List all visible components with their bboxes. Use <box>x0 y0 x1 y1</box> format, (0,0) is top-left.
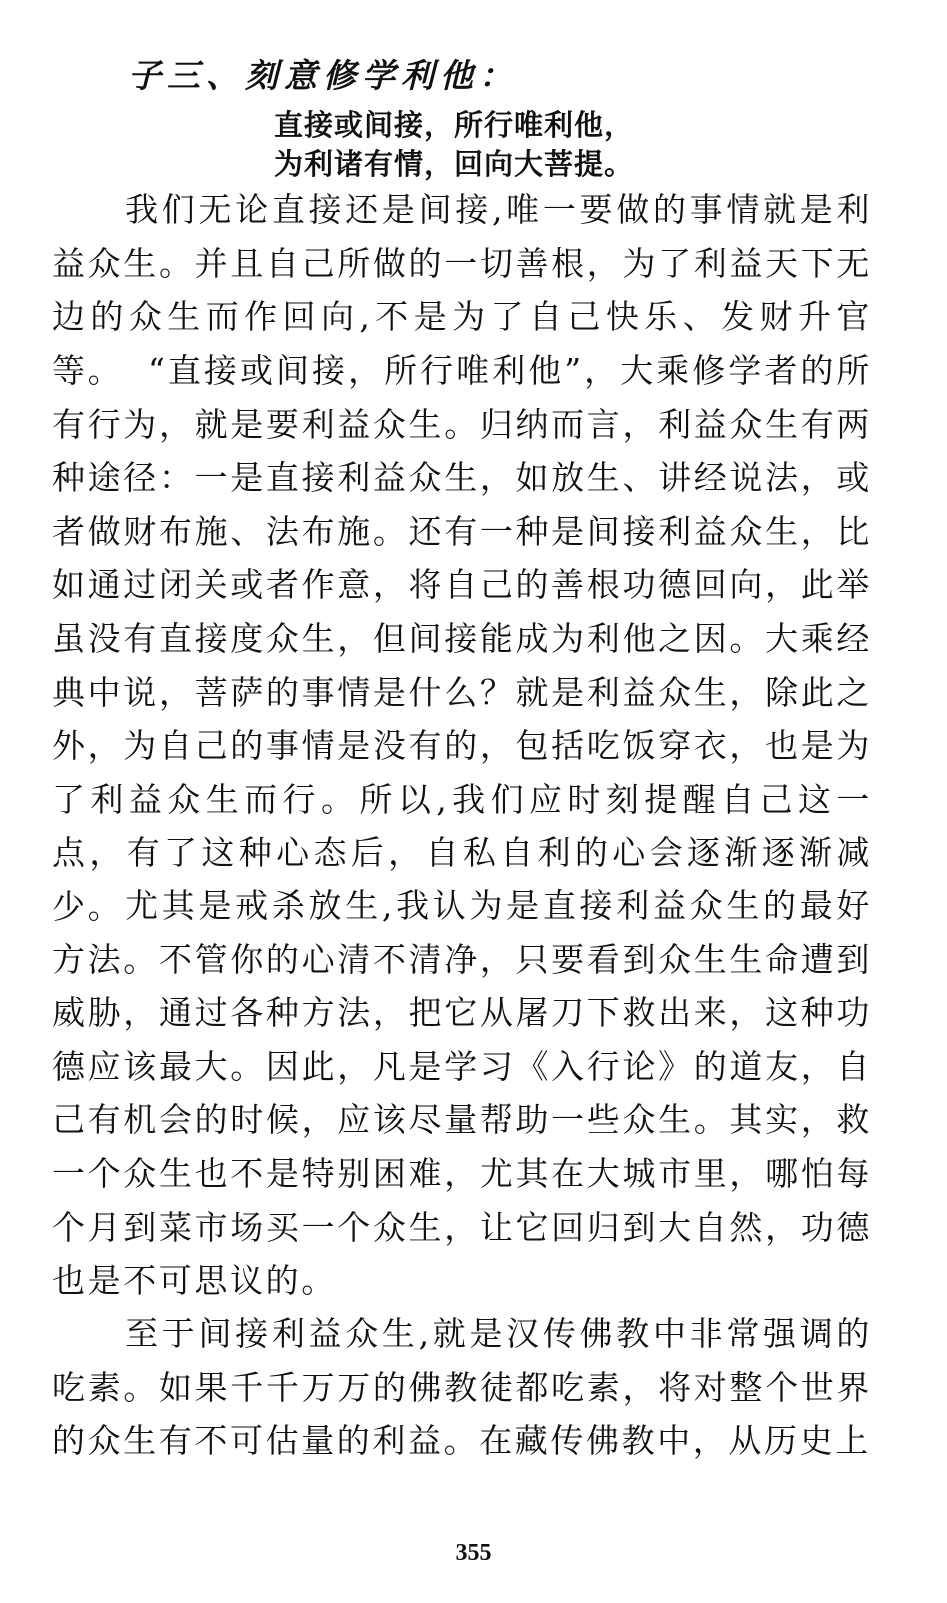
paragraph-2 <box>52 344 872 934</box>
paragraph-4-text: 至于间接利益众生,就是汉传佛教中非常强调的吃素。如果千千万万的佛教徒都吃素，将对整个世界的众生有不可估量的利益。在藏传佛教中，从历史上 <box>52 1314 872 1461</box>
paragraph-1-text: 我们无论直接还是间接,唯一要做的事情就是利益众生。并且自己所做的一切善根，为了利益天下无边的众生而作回向,不是为了自己快乐、发财升官等。 <box>52 190 872 390</box>
paragraph-3-text: 尤其是戒杀放生,我认为是直接利益众生的最好方法。不管你的心清不清净，只要看到众生生命遭到威胁，通过各种方法，把它从屠刀下救出来，这种功德应该最大。因此，凡是学习《入行论》的道友，自己有机会的时候，应该尽量帮助一些众生。其实，救一个众生也不是特别困难，尤其在大城市里，哪怕每个月到菜市场买一个众生，让它回归到大自然，功德也是不可思议的。 <box>52 886 872 1301</box>
paragraph-3 <box>52 879 872 1308</box>
verse-line-2: 为利诸有情，回向大菩提。 <box>274 147 635 181</box>
paragraph-4 <box>52 1307 872 1468</box>
page-number: 355 <box>455 1540 492 1566</box>
verse-line-1: 直接或间接，所行唯利他， <box>274 108 635 142</box>
section-heading: 子三、刻意修学利他： <box>128 56 518 95</box>
paragraph-2-text: “直接或间接，所行唯利他”，大乘修学者的所有行为，就是要利益众生。归纳而言，利益众生有两种途径：一是直接利益众生，如放生、讲经说法，或者做财布施、法布施。还有一种是间接利益众生，比如通过闭关或者作意，将自己的善根功德回向，此举虽没有直接度众生，但间接能成为利他之因。大乘经典中说，菩萨的事情是什么？就是利益众生，除此之外，为自己的事情是没有的，包括吃饭穿衣，也是为了利益众生而行。所以,我们应时刻提醒自己这一点，有了这种心态后，自私自利的心会逐渐逐渐减少。 <box>52 351 872 926</box>
